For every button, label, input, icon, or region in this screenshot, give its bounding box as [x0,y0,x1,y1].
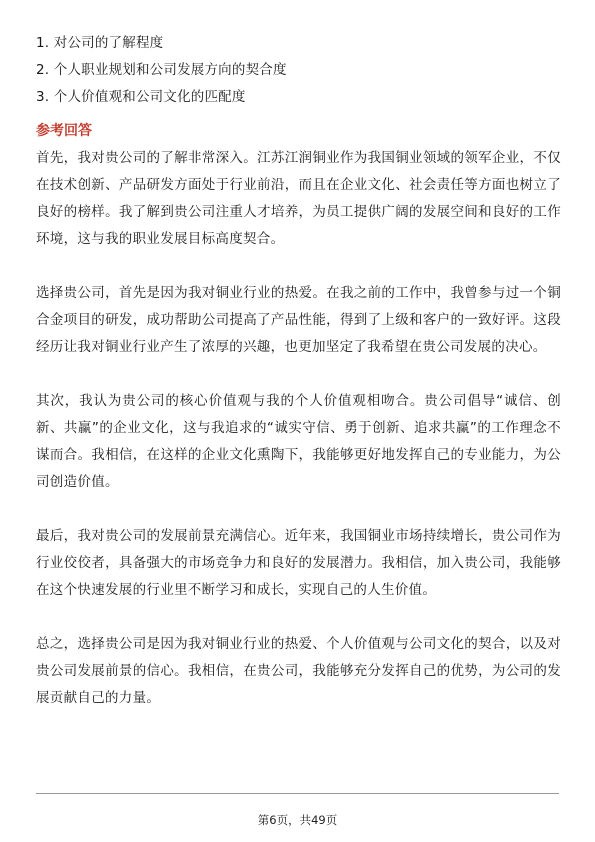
criteria-item: 3. 个人价值观和公司文化的匹配度 [36,89,246,105]
answer-paragraph: 最后，我对贵公司的发展前景充满信心。近年来，我国铜业市场持续增长，贵公司作为行业佼佼者，具备强大的市场竞争力和良好的发展潜力。我相信，加入贵公司，我能够在这个快速发展的行业里不断学习和成长，实现自己的人生价值。 [36,528,561,598]
answer-paragraph: 其次，我认为贵公司的核心价值观与我的个人价值观相吻合。贵公司倡导“诚信、创新、共赢”的企业文化，这与我追求的“诚实守信、勇于创新、追求共赢”的工作理念不谋而合。我相信，在这样的企业文化熏陶下，我能够更好地发挥自己的专业能力，为公司创造价值。 [36,393,561,490]
answer-paragraph: 首先，我对贵公司的了解非常深入。江苏江润铜业作为我国铜业领域的领军企业，不仅在技术创新、产品研发方面处于行业前沿，而且在企业文化、社会责任等方面也树立了良好的榜样。我了解到贵公司注重人才培养，为员工提供广阔的发展空间和良好的工作环境，这与我的职业发展目标高度契合。 [36,150,561,247]
page-number: 第6页，共49页 [257,813,338,827]
answer-paragraph: 总之，选择贵公司是因为我对铜业行业的热爱、个人价值观与公司文化的契合，以及对贵公司发展前景的信心。我相信，在贵公司，我能够充分发挥自己的优势，为公司的发展贡献自己的力量。 [36,636,561,706]
footer-divider [36,793,559,794]
answer-paragraph: 选择贵公司，首先是因为我对铜业行业的热爱。在我之前的工作中，我曾参与过一个铜合金项目的研发，成功帮助公司提高了产品性能，得到了上级和客户的一致好评。这段经历让我对铜业行业产生了浓厚的兴趣，也更加坚定了我希望在贵公司发展的决心。 [36,285,561,355]
answer-heading: 参考回答 [36,123,92,139]
evaluation-criteria-list [36,30,566,111]
criteria-item: 2. 个人职业规划和公司发展方向的契合度 [36,62,287,78]
answer-body [36,145,561,739]
criteria-item: 1. 对公司的了解程度 [36,35,164,51]
